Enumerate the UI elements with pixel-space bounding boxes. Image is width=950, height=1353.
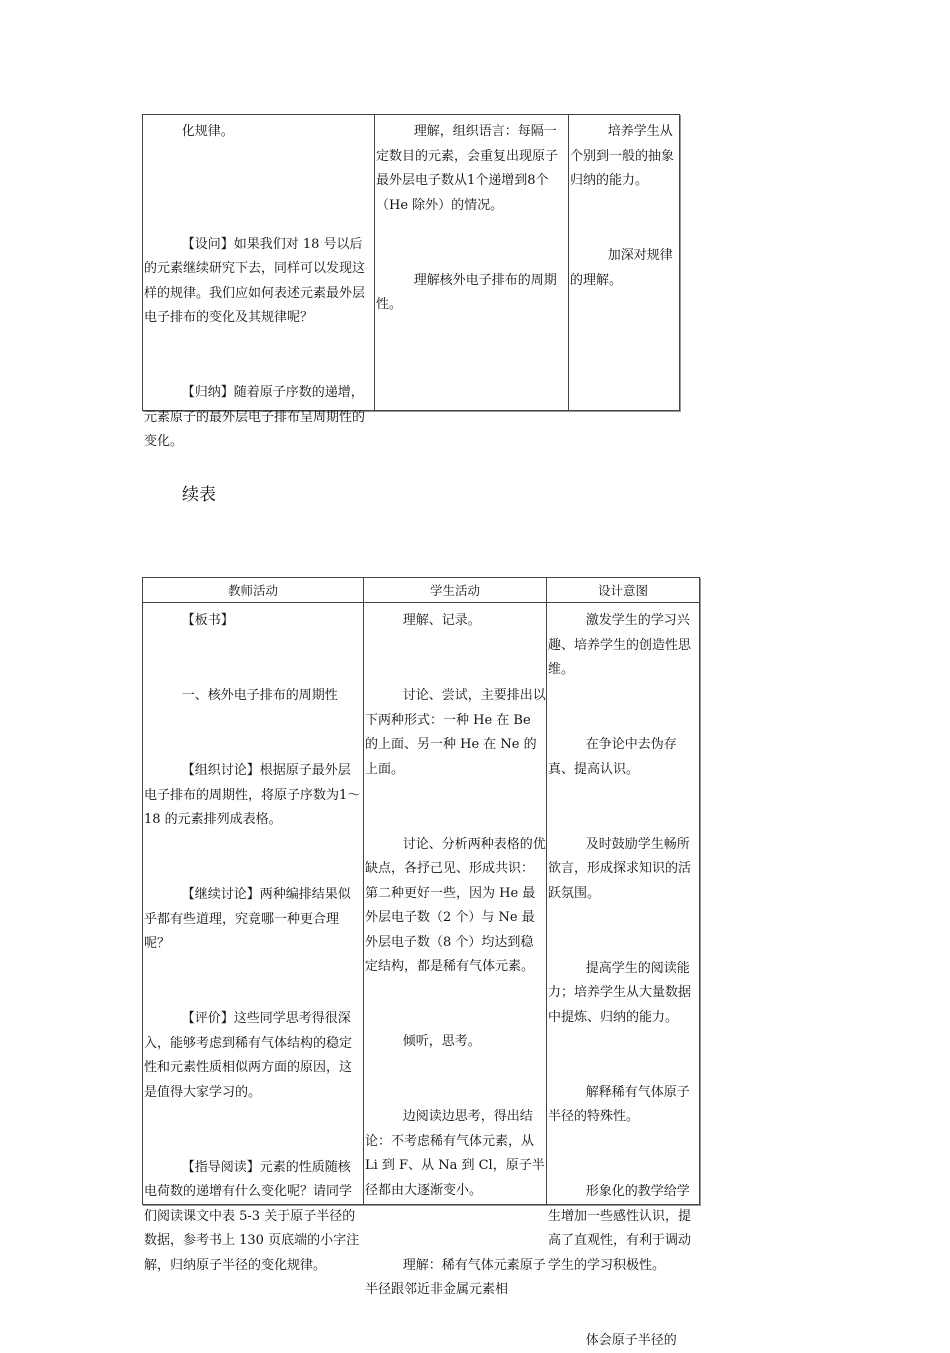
- paragraph-gap: [365, 1068, 546, 1093]
- cell-paragraph: 及时鼓励学生畅所欲言，形成探求知识的活跃氛围。: [548, 833, 698, 907]
- cell-paragraph: 【评价】这些同学思考得很深入，能够考虑到稀有气体结构的稳定性和元素性质相似两方面的原因，这是值得大家学习的。: [144, 1007, 362, 1105]
- cell-paragraph: 在争论中去伪存真、提高认识。: [548, 733, 698, 782]
- table-1-student-cell: [376, 120, 567, 318]
- cell-paragraph: 倾听，思考。: [365, 1030, 546, 1055]
- cell-paragraph: 理解核外电子排布的周期性。: [376, 269, 567, 318]
- paragraph-gap: [144, 970, 362, 995]
- cell-paragraph: 讨论、分析两种表格的优缺点，各抒己见、形成共识：第二种更好一些，因为 He 最外层电子数（2 个）与 Ne 最外层电子数（8 个）均达到稳定结构，都是稀有气体元素。: [365, 833, 546, 980]
- paragraph-gap: [365, 993, 546, 1018]
- cell-paragraph: 【板书】: [144, 609, 362, 634]
- paragraph-gap: [365, 1216, 546, 1241]
- cell-paragraph: 【继续讨论】两种编排结果似乎都有些道理，究竟哪一种更合理呢？: [144, 883, 362, 957]
- cell-paragraph: 一、核外电子排布的周期性: [144, 684, 362, 709]
- caption-continued-table: 续表: [182, 480, 216, 505]
- table-1-teacher-cell: [144, 120, 372, 455]
- cell-paragraph: 理解，组织语言：每隔一定数目的元素，会重复出现原子最外层电子数从1个递增到8个（He 除外）的情况。: [376, 120, 567, 218]
- table-2-student-cell: [365, 609, 546, 1303]
- paragraph-gap: [548, 919, 698, 944]
- paragraph-gap: [365, 647, 546, 672]
- paragraph-gap: [144, 1118, 362, 1143]
- paragraph-gap: [144, 647, 362, 672]
- table-2-header-student: 学生活动: [364, 578, 546, 603]
- paragraph-gap: [376, 231, 567, 256]
- table-2: [142, 577, 700, 1205]
- cell-paragraph: 边阅读边思考，得出结论：不考虑稀有气体元素，从 Li 到 F、从 Na 到 Cl，原子半径都由大逐渐变小。: [365, 1105, 546, 1203]
- cell-paragraph: 解释稀有气体原子半径的特殊性。: [548, 1081, 698, 1130]
- cell-paragraph: 理解、记录。: [365, 609, 546, 634]
- table-1: [142, 114, 680, 411]
- cell-paragraph: 提高学生的阅读能力；培养学生从大量数据中提炼、归纳的能力。: [548, 957, 698, 1031]
- paragraph-gap: [548, 1143, 698, 1168]
- cell-paragraph: 【归纳】随着原子序数的递增，元素原子的最外层电子排布呈周期性的变化。: [144, 381, 372, 455]
- table-2-intent-cell: [548, 609, 698, 1353]
- paragraph-gap: [548, 696, 698, 721]
- cell-paragraph: 【组织讨论】根据原子最外层电子排布的周期性，将原子序数为1～18 的元素排列成表格。: [144, 759, 362, 833]
- cell-paragraph: 【设问】如果我们对 18 号以后的元素继续研究下去，同样可以发现这样的规律。我们应如何表述元素最外层电子排布的变化及其规律呢？: [144, 233, 372, 331]
- paragraph-gap: [548, 1291, 698, 1316]
- paragraph-gap: [144, 846, 362, 871]
- table-2-header-teacher: 教师活动: [143, 578, 363, 603]
- paragraph-gap: [144, 158, 372, 183]
- cell-paragraph: 化规律。: [144, 120, 372, 145]
- paragraph-gap: [570, 207, 676, 232]
- cell-paragraph: 讨论、尝试，主要排出以下两种形式：一种 He 在 Be 的上面、另一种 He 在 Ne 的上面。: [365, 684, 546, 782]
- cell-paragraph: 形象化的教学给学生增加一些感性认识，提高了直观性，有利于调动学生的学习积极性。: [548, 1180, 698, 1278]
- cell-paragraph: 激发学生的学习兴趣、培养学生的创造性思维。: [548, 609, 698, 683]
- paragraph-gap: [548, 1043, 698, 1068]
- cell-paragraph: 【指导阅读】元素的性质随核电荷数的递增有什么变化呢？请同学们阅读课文中表 5-3 关于原子半径的数据，参考书上 130 页底端的小字注解，归纳原子半径的变化规律。: [144, 1156, 362, 1279]
- paragraph-gap: [365, 795, 546, 820]
- table-2-header-intent: 设计意图: [547, 578, 699, 603]
- table-2-teacher-cell: [144, 609, 362, 1278]
- table-1-intent-cell: [570, 120, 676, 293]
- cell-paragraph: 理解：稀有气体元素原子半径跟邻近非金属元素相: [365, 1254, 546, 1303]
- cell-paragraph: 培养学生从个别到一般的抽象归纳的能力。: [570, 120, 676, 194]
- paragraph-gap: [144, 195, 372, 220]
- paragraph-gap: [144, 344, 372, 369]
- cell-paragraph: 体会原子半径的: [548, 1329, 698, 1353]
- paragraph-gap: [548, 795, 698, 820]
- paragraph-gap: [144, 722, 362, 747]
- cell-paragraph: 加深对规律的理解。: [570, 244, 676, 293]
